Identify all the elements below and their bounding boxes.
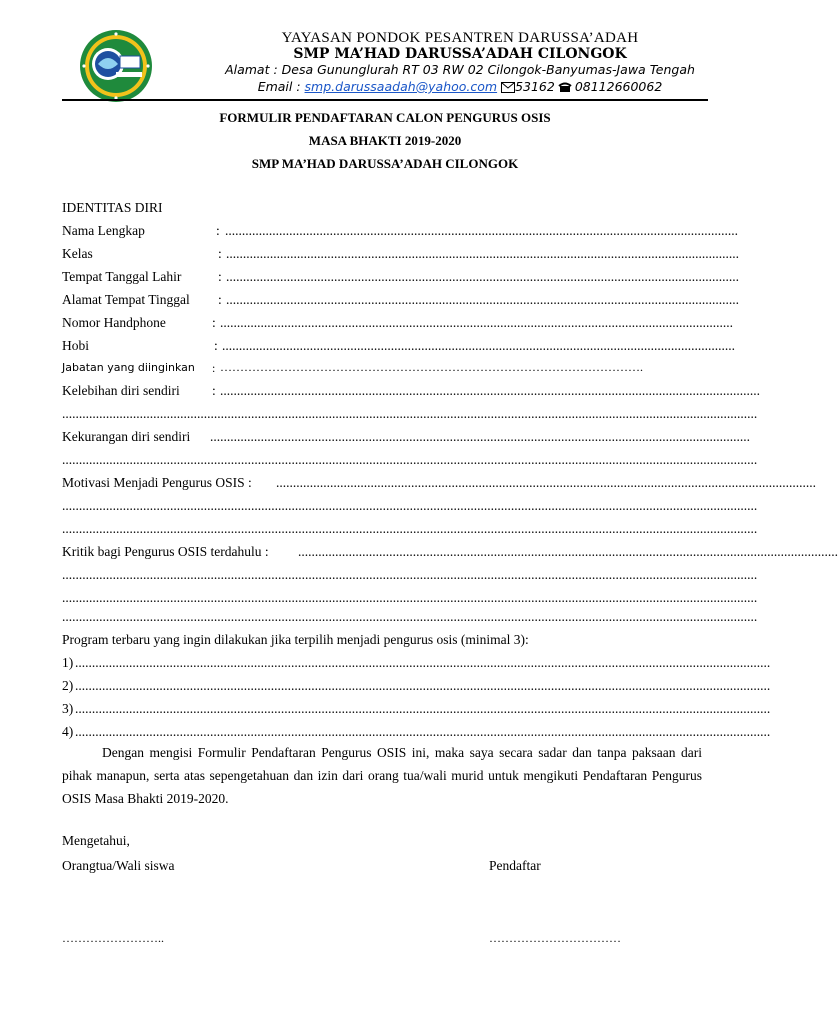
form-school: SMP MA’HAD DARUSSA’ADAH CILONGOK xyxy=(251,156,519,171)
program-item-4-label: 4) xyxy=(62,724,74,739)
field-hobi[interactable]: ........................................................................................................................................................ xyxy=(222,338,735,353)
label-hobi: Hobi xyxy=(62,338,89,353)
statement-paragraph: Dengan mengisi Formulir Pendaftaran Pengurus OSIS ini, maka saya secara sadar dan tanpa paksaan dari pihak manapun, serta atas sepengetahuan dan izin dari orang tua/wali murid untuk mengikuti Pendaftaran Pengurus OSIS Masa Bhakti 2019-2020. xyxy=(62,745,702,806)
field-motivasi-line3[interactable]: .............................................................................................................................................................................................................. xyxy=(62,521,758,536)
header-rule xyxy=(62,99,708,101)
label-program: Program terbaru yang ingin dilakukan jika terpilih menjadi pengurus osis (minimal 3): xyxy=(62,632,529,647)
email-label: Email : xyxy=(257,79,305,94)
field-kritik-line3[interactable]: .............................................................................................................................................................................................................. xyxy=(62,590,758,605)
school-logo xyxy=(60,28,172,104)
sep-nama: : xyxy=(216,223,220,238)
school-name: SMP MA’HAD DARUSSA’ADAH CILONGOK xyxy=(293,46,627,62)
phone-number: 08112660062 xyxy=(574,79,663,94)
field-kritik-line2[interactable]: .............................................................................................................................................................................................................. xyxy=(62,567,758,582)
sep-ttl: : xyxy=(218,269,222,284)
field-kelas[interactable]: ........................................................................................................................................................ xyxy=(226,246,739,261)
email-link[interactable]: smp.darussaadah@yahoo.com xyxy=(304,79,498,94)
label-kelas: Kelas xyxy=(62,246,93,261)
registrant-signature-line[interactable]: …………………………… xyxy=(489,931,621,945)
program-item-3[interactable]: .............................................................................................................................................................................................................. xyxy=(75,701,771,716)
label-motivasi: Motivasi Menjadi Pengurus OSIS : xyxy=(62,475,252,490)
program-item-3-label: 3) xyxy=(62,701,74,716)
foundation-name: YAYASAN PONDOK PESANTREN DARUSSA’ADAH xyxy=(281,30,639,46)
registrant-label: Pendaftar xyxy=(489,858,541,873)
program-item-1[interactable]: .............................................................................................................................................................................................................. xyxy=(75,655,771,670)
program-item-1-label: 1) xyxy=(62,655,74,670)
field-kritik[interactable]: ................................................................................................................................................................ xyxy=(298,544,838,559)
field-jabatan[interactable]: ……………………………………………………………………………………………. xyxy=(220,360,643,374)
sep-hobi: : xyxy=(214,338,218,353)
label-jabatan: Jabatan yang diinginkan xyxy=(62,361,195,374)
field-motivasi-line2[interactable]: .............................................................................................................................................................................................................. xyxy=(62,498,758,513)
field-kritik-line4[interactable]: .............................................................................................................................................................................................................. xyxy=(62,609,758,624)
label-alamat: Alamat Tempat Tinggal xyxy=(62,292,190,307)
contact-line xyxy=(200,79,720,94)
field-kelebihan[interactable]: ................................................................................................................................................................ xyxy=(220,383,760,398)
postal-code: 53162 xyxy=(515,79,555,94)
label-ttl: Tempat Tanggal Lahir xyxy=(62,269,182,284)
envelope-icon xyxy=(501,82,515,93)
form-title: FORMULIR PENDAFTARAN CALON PENGURUS OSIS xyxy=(219,110,551,125)
sep-kelebihan: : xyxy=(212,383,216,398)
field-kekurangan[interactable]: ................................................................................................................................................................ xyxy=(210,429,750,444)
school-address: Alamat : Desa Gununglurah RT 03 RW 02 Cilongok-Banyumas-Jawa Tengah xyxy=(225,62,695,77)
label-kelebihan: Kelebihan diri sendiri xyxy=(62,383,180,398)
form-period: MASA BHAKTI 2019-2020 xyxy=(308,133,462,148)
label-nama: Nama Lengkap xyxy=(62,223,145,238)
sep-hp: : xyxy=(212,315,216,330)
label-hp: Nomor Handphone xyxy=(62,315,166,330)
parent-label: Orangtua/Wali siswa xyxy=(62,858,175,873)
field-ttl[interactable]: ........................................................................................................................................................ xyxy=(226,269,739,284)
phone-icon xyxy=(559,82,571,93)
label-kekurangan: Kekurangan diri sendiri xyxy=(62,429,191,444)
program-item-2-label: 2) xyxy=(62,678,74,693)
acknowledged-label: Mengetahui, xyxy=(62,833,130,848)
program-item-2[interactable]: .............................................................................................................................................................................................................. xyxy=(75,678,771,693)
field-kelebihan-line2[interactable]: .............................................................................................................................................................................................................. xyxy=(62,406,758,421)
field-nama[interactable]: ........................................................................................................................................................ xyxy=(225,223,738,238)
field-hp[interactable]: ........................................................................................................................................................ xyxy=(220,315,733,330)
sep-jabatan: : xyxy=(212,361,216,375)
parent-signature-line[interactable]: …………………….. xyxy=(62,931,164,945)
program-item-4[interactable]: .............................................................................................................................................................................................................. xyxy=(75,724,771,739)
section-identity: IDENTITAS DIRI xyxy=(62,200,163,215)
field-alamat[interactable]: ........................................................................................................................................................ xyxy=(226,292,739,307)
sep-kelas: : xyxy=(218,246,222,261)
field-kekurangan-line2[interactable]: .............................................................................................................................................................................................................. xyxy=(62,452,758,467)
sep-alamat: : xyxy=(218,292,222,307)
label-kritik: Kritik bagi Pengurus OSIS terdahulu : xyxy=(62,544,269,559)
field-motivasi[interactable]: ................................................................................................................................................................ xyxy=(276,475,816,490)
